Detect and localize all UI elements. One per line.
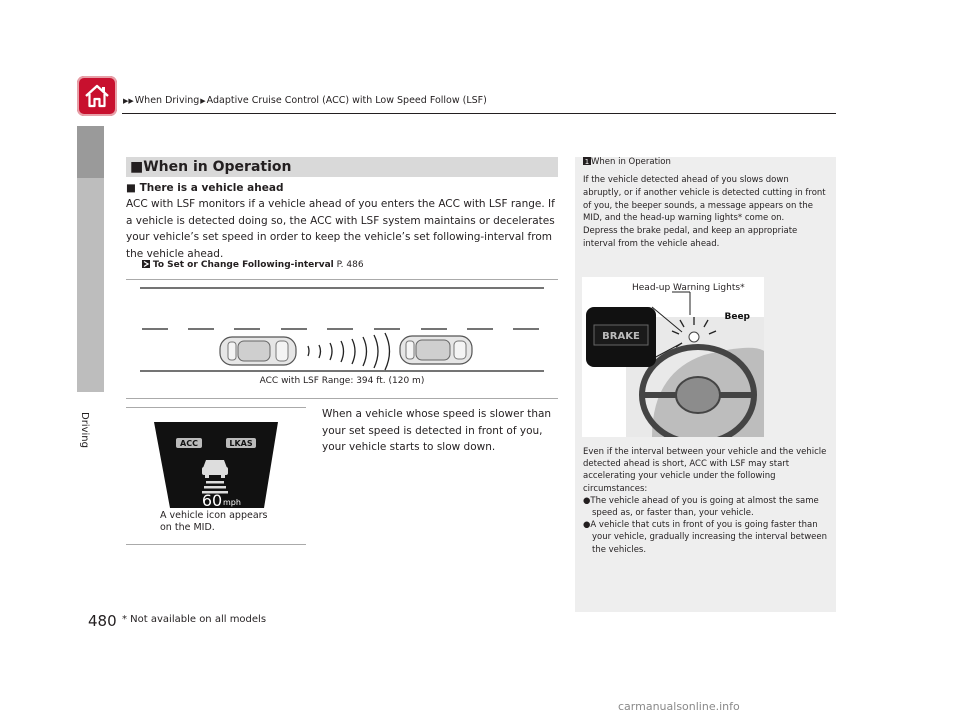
footnote: * Not available on all models — [122, 614, 267, 625]
breadcrumb-arrow-icon: ▶▶ — [123, 97, 134, 105]
mid-speed-unit: mph — [223, 498, 241, 507]
mid-caption-line1: A vehicle icon appears — [160, 510, 268, 521]
note-bullet-1: ●The vehicle ahead of you is going at almost the same speed as, or faster than, your vehicle. — [583, 495, 819, 519]
xref-page: P. 486 — [336, 260, 364, 270]
own-vehicle-icon — [220, 337, 296, 365]
subsection-title-text: There is a vehicle ahead — [139, 182, 284, 194]
breadcrumb — [122, 95, 487, 106]
svg-text:1: 1 — [584, 158, 590, 165]
body-paragraph: ACC with LSF monitors if a vehicle ahead of you enters the ACC with LSF range. If a vehicle is detected doing so, the ACC with LSF system maintains or decelerates your vehicle’s set speed in order to keep the vehicle’s set following-interval from the vehicle ahead. — [126, 198, 555, 260]
section-title — [126, 157, 558, 177]
breadcrumb-link-acc[interactable]: Adaptive Cruise Control (ACC) with Low Speed Follow (LSF) — [206, 95, 487, 106]
home-icon — [83, 83, 111, 109]
mid-acc-label: ACC — [180, 439, 198, 448]
mid-lkas-label: LKAS — [229, 439, 253, 448]
dashboard-illustration — [582, 277, 764, 437]
brake-warning-label: BRAKE — [602, 331, 640, 342]
watermark: carmanualsonline.info — [618, 700, 740, 713]
head-up-label: Head-up Warning Lights* — [632, 283, 745, 293]
body-paragraph-2: When a vehicle whose speed is slower than your set speed is detected in front of you, your vehicle starts to slow down. — [322, 408, 552, 454]
note-para1b-text: Depress the brake pedal, and keep an appropriate interval from the vehicle ahead. — [583, 226, 798, 249]
subsection-marker-icon: ■ — [126, 182, 136, 194]
section-title-text: When in Operation — [143, 159, 292, 175]
mid-caption-line2: on the MID. — [160, 522, 215, 533]
note-title — [583, 157, 671, 167]
note-title-text: When in Operation — [591, 157, 671, 167]
mid-figure-caption — [160, 510, 268, 534]
side-tab-active — [77, 126, 104, 178]
head-up-warning-figure — [582, 277, 764, 437]
vehicle-ahead-icon — [400, 336, 472, 364]
xref-arrow-icon — [142, 260, 150, 268]
section-marker-icon: ■ — [130, 159, 144, 175]
cross-reference-link[interactable] — [142, 260, 364, 270]
subsection-title — [126, 182, 283, 194]
note-para2-text: Even if the interval between your vehicle and the vehicle detected ahead is short, ACC with LSF may start accelerating your vehicle under the following circumstances: — [583, 447, 827, 494]
home-button[interactable] — [77, 76, 117, 116]
beep-label: Beep — [724, 312, 750, 322]
breadcrumb-arrow-icon: ▶ — [200, 97, 206, 105]
header-rule — [122, 113, 836, 114]
mid-speed-value: 60 — [201, 491, 223, 510]
figure-caption: ACC with LSF Range: 394 ft. (120 m) — [259, 376, 425, 386]
note-paragraph-2 — [583, 446, 831, 556]
side-tab-label[interactable]: Driving — [79, 412, 90, 448]
note-marker-icon — [583, 157, 591, 165]
note-para1-text: If the vehicle detected ahead of you slows down abruptly, or if another vehicle is detected cutting in front of you, the beeper sounds, a message appears on the MID, and the head-up warning lights* come on. — [583, 175, 826, 224]
note-bullet-2: ●A vehicle that cuts in front of you is going faster than your vehicle, gradually increasing the interval between the vehicles. — [583, 520, 827, 555]
xref-label: To Set or Change Following-interval — [152, 260, 334, 270]
note-paragraph-1 — [583, 174, 828, 251]
breadcrumb-link-when-driving[interactable]: When Driving — [134, 95, 200, 106]
page-number: 480 — [88, 612, 117, 630]
